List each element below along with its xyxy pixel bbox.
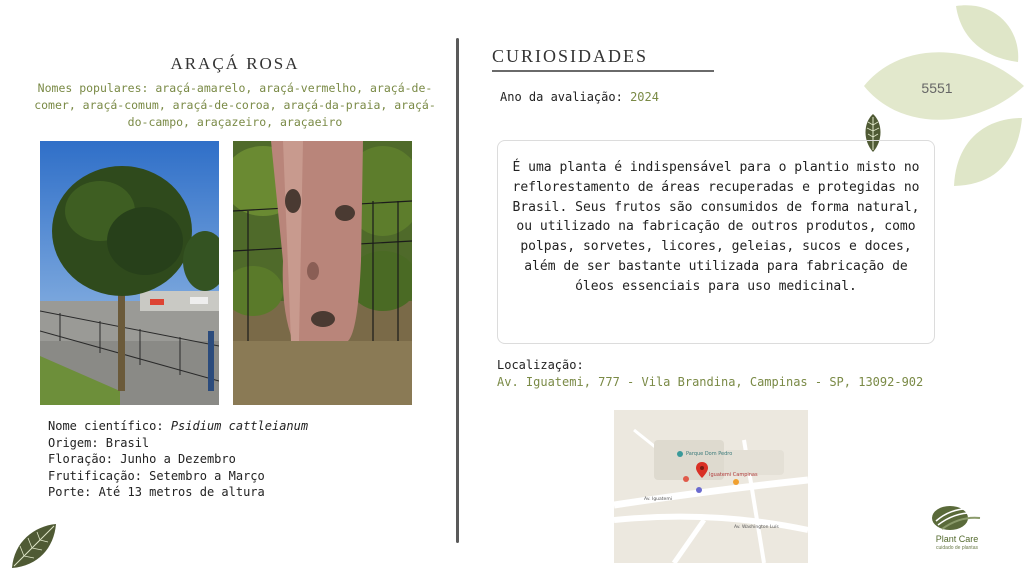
column-divider (456, 38, 459, 543)
location-map[interactable] (614, 410, 808, 563)
map-label-iguatemi: Iguatemi Campinas (709, 472, 758, 478)
curiosities-box (497, 140, 935, 344)
evaluation-year-label: Ano da avaliação: (500, 90, 623, 104)
evaluation-year (500, 90, 659, 104)
flowering-row: Floração: Junho a Dezembro (48, 452, 236, 466)
leaf-icon (8, 522, 60, 572)
brand-name: Plant Care (935, 534, 979, 544)
fruiting-row: Frutificação: Setembro a Março (48, 468, 265, 483)
plant-care-logo (930, 503, 982, 533)
brand-tagline: cuidado de plantas (936, 545, 978, 551)
tree-photo (40, 141, 219, 405)
map-label-av-iguatemi: Av. Iguatemi (644, 497, 672, 502)
leaf-shape (956, 5, 1018, 62)
curiosities-text: É uma planta é indispensável para o plantio misto no reflorestamento de áreas recuperadas e protegidas no Brasil. Seus frutos são consumidos de forma natural, ou utilizado na fabricação de outros produtos, como polpas, sorvetes, licores, geleias, sucos e doces, além de ser bastante utilizada para fabricação de óleos essenciais para uso medicinal. (512, 160, 920, 294)
scientific-name-label: Nome científico: (48, 419, 164, 433)
location-label: Localização: (497, 358, 584, 372)
plant-info (48, 418, 308, 501)
trunk-photo (233, 141, 412, 405)
plant-code-badge: 5551 (921, 80, 953, 96)
size-row: Porte: Até 13 metros de altura (48, 485, 265, 499)
curiosities-heading: CURIOSIDADES (492, 46, 649, 66)
origin-row: Origem: Brasil (48, 435, 150, 450)
heading-underline (492, 70, 714, 72)
evaluation-year-value: 2024 (630, 90, 659, 104)
leaf-shape (954, 118, 1022, 186)
popular-names: Nomes populares: araçá-amarelo, araçá-vermelho, araçá-de-comer, araçá-comum, araçá-de-coroa, araçá-da-praia, araçá-do-campo, araçazeiro, araçaeiro (34, 81, 436, 129)
plant-title: ARAÇÁ ROSA (170, 54, 300, 73)
scientific-name-value: Psidium cattleianum (170, 419, 309, 433)
map-label-parque: Parque Dom Pedro (686, 451, 733, 457)
map-label-av-washington: Av. Washington Luís (734, 525, 779, 530)
scientific-name-row (48, 418, 308, 435)
location-address: Av. Iguatemi, 777 - Vila Brandina, Campinas - SP, 13092-902 (497, 375, 924, 389)
